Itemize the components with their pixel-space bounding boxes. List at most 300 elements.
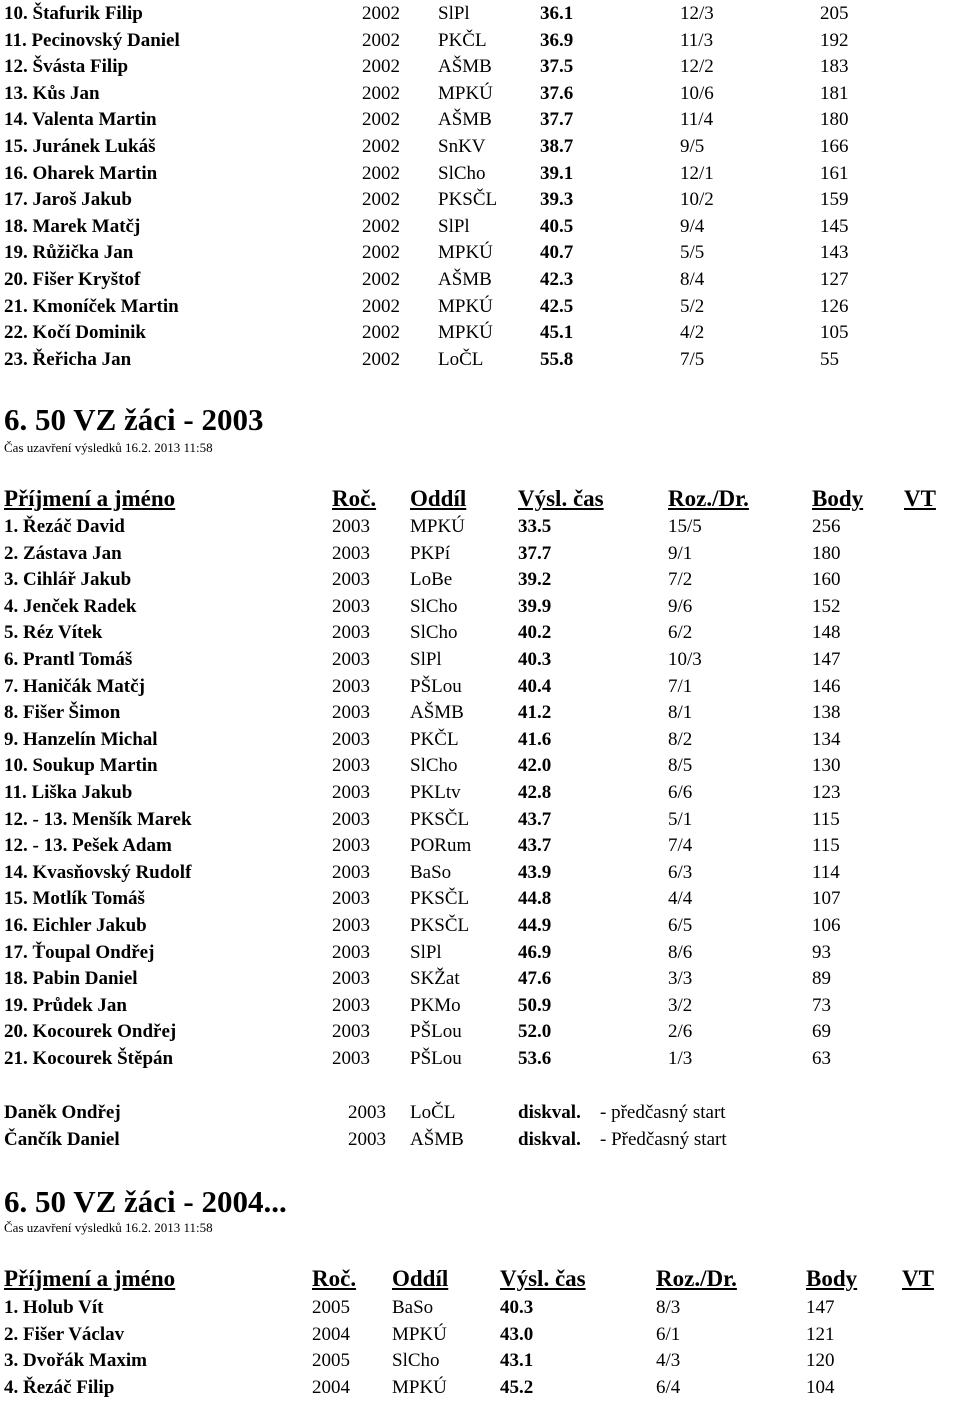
competitor-name: 2. Zástava Jan (4, 542, 122, 564)
heat-lane: 12/3 (680, 3, 714, 24)
header-name: Příjmení a jméno (4, 486, 176, 511)
club-code: SlPl (438, 215, 470, 237)
birth-year: 2003 (332, 835, 370, 857)
club-code: SKŽat (410, 968, 460, 990)
section-title-2004: 6. 50 VZ žáci - 2004... (4, 1184, 287, 1219)
heat-lane: 5/5 (680, 242, 705, 264)
points: 126 (820, 295, 849, 317)
points: 123 (812, 782, 841, 803)
club-code: SlCho (410, 595, 458, 617)
table-row (0, 620, 960, 646)
competitor-name: 12. Švásta Filip (4, 56, 129, 78)
points: 180 (820, 109, 849, 131)
points: 256 (812, 516, 841, 537)
header-year: Roč. (332, 486, 377, 511)
result-time: 39.2 (518, 569, 552, 591)
competitor-name: 7. Haničák Matčj (4, 675, 145, 697)
result-time: 41.2 (518, 702, 552, 724)
birth-year: 2002 (362, 3, 400, 24)
table-row (0, 1322, 960, 1348)
club-code: PKMo (410, 994, 461, 1016)
result-time: 40.2 (518, 622, 552, 644)
result-time: 40.5 (540, 215, 574, 237)
competitor-name: 23. Řeřicha Jan (4, 348, 132, 370)
header-rd: Roz./Dr. (656, 1266, 737, 1291)
header-name: Příjmení a jméno (4, 1266, 176, 1291)
club-code: SlCho (410, 622, 458, 644)
competitor-name: 22. Kočí Dominik (4, 322, 146, 344)
competitor-name: 18. Marek Matčj (4, 215, 141, 237)
table-row (0, 1127, 960, 1153)
table-row (0, 1, 960, 27)
points: 93 (812, 941, 831, 963)
header-points: Body (806, 1266, 858, 1291)
birth-year: 2003 (348, 1102, 386, 1123)
table-row (0, 727, 960, 753)
note: - Předčasný start (600, 1128, 727, 1150)
birth-year: 2003 (332, 702, 370, 724)
table-row (0, 1295, 960, 1321)
header-points: Body (812, 486, 864, 511)
competitor-name: 21. Kocourek Štěpán (4, 1048, 174, 1069)
result-time: 40.4 (518, 675, 552, 697)
competitor-name: 19. Průdek Jan (4, 994, 127, 1016)
club-code: SlCho (438, 162, 486, 184)
table-row (0, 347, 960, 373)
points: 181 (820, 82, 849, 104)
birth-year: 2004 (312, 1323, 350, 1345)
table-row (0, 240, 960, 266)
table-row (0, 1375, 960, 1401)
heat-lane: 1/3 (668, 1048, 693, 1069)
table-row (0, 567, 960, 593)
results-closed-time: Čas uzavření výsledků 16.2. 2013 11:58 (4, 440, 213, 455)
birth-year: 2003 (332, 994, 370, 1016)
competitor-name: 16. Oharek Martin (4, 162, 158, 184)
result-time: 45.1 (540, 322, 574, 344)
birth-year: 2003 (332, 941, 370, 963)
competitor-name: 19. Růžička Jan (4, 242, 134, 264)
club-code: PŠLou (410, 1021, 462, 1043)
competitor-name: 9. Hanzelín Michal (4, 728, 158, 750)
result-time: 42.0 (518, 755, 552, 777)
points: 147 (806, 1297, 835, 1318)
birth-year: 2003 (332, 755, 370, 777)
competitor-name: 12. - 13. Pešek Adam (4, 835, 172, 857)
club-code: AŠMB (410, 702, 464, 724)
birth-year: 2005 (312, 1350, 350, 1372)
result-time: 40.3 (518, 649, 552, 670)
competitor-name: 10. Soukup Martin (4, 755, 158, 777)
heat-lane: 8/2 (668, 728, 693, 750)
points: 148 (812, 622, 841, 644)
points: 73 (812, 994, 831, 1016)
heat-lane: 9/6 (668, 595, 693, 617)
competitor-name: 3. Cihlář Jakub (4, 569, 132, 591)
club-code: MPKÚ (438, 295, 493, 317)
competitor-name: 17. Jaroš Jakub (4, 189, 132, 211)
club-code: BaSo (392, 1297, 434, 1318)
club-code: PKSČL (410, 888, 470, 910)
club-code: LoBe (410, 569, 453, 591)
points: 159 (820, 189, 849, 211)
heat-lane: 10/6 (680, 82, 714, 104)
heat-lane: 7/1 (668, 675, 693, 697)
points: 69 (812, 1021, 831, 1043)
table-row (0, 807, 960, 833)
result-time: 43.0 (500, 1323, 534, 1345)
heat-lane: 2/6 (668, 1021, 693, 1043)
result-time: 43.1 (500, 1350, 534, 1372)
header-rd: Roz./Dr. (668, 486, 749, 511)
club-code: MPKÚ (438, 242, 493, 264)
heat-lane: 6/1 (656, 1323, 681, 1345)
points: 107 (812, 888, 841, 910)
section-title-2003: 6. 50 VZ žáci - 2003 (4, 402, 264, 437)
competitor-name: 4. Jenček Radek (4, 595, 137, 617)
birth-year: 2002 (362, 109, 400, 131)
club-code: BaSo (410, 861, 452, 883)
table-row (0, 966, 960, 992)
results-closed-time: Čas uzavření výsledků 16.2. 2013 11:58 (4, 1220, 213, 1235)
header-vt: VT (904, 486, 936, 511)
points: 115 (812, 835, 840, 857)
competitor-name: 3. Dvořák Maxim (4, 1350, 148, 1372)
club-code: PKČL (438, 29, 487, 51)
points: 205 (820, 3, 849, 24)
points: 115 (812, 808, 840, 830)
competitor-name: 20. Fišer Kryštof (4, 269, 141, 290)
competitor-name: 13. Kůs Jan (4, 82, 100, 104)
heat-lane: 6/4 (656, 1376, 681, 1398)
header-club: Oddíl (410, 486, 467, 511)
birth-year: 2002 (362, 82, 400, 104)
competitor-name: 2. Fišer Václav (4, 1323, 125, 1345)
competitor-name: 1. Holub Vít (4, 1297, 104, 1318)
club-code: AŠMB (438, 109, 492, 131)
club-code: PKSČL (410, 915, 470, 936)
heat-lane: 12/1 (680, 162, 714, 184)
club-code: SnKV (438, 136, 486, 157)
result-time: 40.3 (500, 1297, 534, 1318)
competitor-name: 4. Řezáč Filip (4, 1376, 115, 1398)
result-time: 36.1 (540, 3, 574, 24)
heat-lane: 9/1 (668, 542, 693, 564)
birth-year: 2002 (362, 29, 400, 51)
table-row (0, 913, 960, 939)
table-row (0, 940, 960, 966)
result-time: 39.1 (540, 162, 574, 184)
birth-year: 2002 (362, 56, 400, 78)
heat-lane: 7/5 (680, 348, 705, 370)
table-row (0, 134, 960, 160)
birth-year: 2004 (312, 1376, 350, 1398)
competitor-name: 10. Štafurik Filip (4, 3, 143, 24)
club-code: AŠMB (410, 1128, 464, 1150)
table-row (0, 541, 960, 567)
table-row (0, 647, 960, 673)
points: 138 (812, 702, 841, 724)
birth-year: 2003 (332, 542, 370, 564)
competitor-name: 15. Motlík Tomáš (4, 888, 145, 910)
header-time: Výsl. čas (500, 1266, 586, 1291)
heat-lane: 8/4 (680, 269, 705, 290)
club-code: SlPl (438, 3, 470, 24)
heat-lane: 12/2 (680, 56, 714, 78)
result-time: 50.9 (518, 994, 552, 1016)
status: diskval. (518, 1128, 581, 1150)
table-row (0, 214, 960, 240)
result-time: 43.7 (518, 808, 552, 830)
heat-lane: 15/5 (668, 516, 702, 537)
club-code: PKSČL (410, 808, 470, 830)
birth-year: 2002 (362, 242, 400, 264)
points: 143 (820, 242, 849, 264)
result-time: 33.5 (518, 516, 552, 537)
birth-year: 2002 (362, 215, 400, 237)
note: - předčasný start (600, 1102, 726, 1123)
birth-year: 2002 (362, 322, 400, 344)
result-time: 52.0 (518, 1021, 552, 1043)
club-code: MPKÚ (392, 1323, 447, 1345)
birth-year: 2003 (332, 1021, 370, 1043)
result-time: 41.6 (518, 728, 552, 750)
heat-lane: 3/3 (668, 968, 693, 990)
club-code: SlPl (410, 941, 442, 963)
table-row (0, 674, 960, 700)
table-row (0, 1019, 960, 1045)
heat-lane: 5/2 (680, 295, 705, 317)
table-row (0, 1348, 960, 1374)
competitor-name: 6. Prantl Tomáš (4, 649, 133, 670)
header-year: Roč. (312, 1266, 357, 1291)
club-code: PKPí (410, 542, 451, 564)
heat-lane: 8/3 (656, 1297, 681, 1318)
club-code: LoČL (410, 1102, 456, 1123)
heat-lane: 10/2 (680, 189, 714, 211)
result-time: 55.8 (540, 348, 574, 370)
points: 147 (812, 649, 841, 670)
heat-lane: 6/3 (668, 861, 693, 883)
birth-year: 2002 (362, 162, 400, 184)
heat-lane: 8/6 (668, 941, 693, 963)
birth-year: 2003 (332, 968, 370, 990)
result-time: 37.7 (518, 542, 552, 564)
heat-lane: 4/4 (668, 888, 693, 910)
header-time: Výsl. čas (518, 486, 604, 511)
result-time: 39.3 (540, 189, 574, 211)
result-time: 38.7 (540, 136, 574, 157)
birth-year: 2003 (332, 808, 370, 830)
result-time: 45.2 (500, 1376, 534, 1398)
table-row (0, 700, 960, 726)
table-row (0, 886, 960, 912)
birth-year: 2002 (362, 269, 400, 290)
table-header (0, 484, 960, 514)
points: 192 (820, 29, 849, 51)
birth-year: 2003 (332, 569, 370, 591)
result-time: 53.6 (518, 1048, 552, 1069)
result-time: 37.7 (540, 109, 574, 131)
table-row (0, 594, 960, 620)
club-code: PKSČL (438, 189, 498, 211)
points: 145 (820, 215, 849, 237)
table-row (0, 1046, 960, 1072)
result-time: 42.8 (518, 782, 552, 803)
table-row (0, 320, 960, 346)
competitor-name: Čančík Daniel (4, 1128, 120, 1150)
heat-lane: 4/2 (680, 322, 705, 344)
table-row (0, 54, 960, 80)
points: 152 (812, 595, 841, 617)
table-row (0, 81, 960, 107)
heat-lane: 6/5 (668, 915, 693, 936)
club-code: PŠLou (410, 1048, 462, 1069)
competitor-name: 20. Kocourek Ondřej (4, 1021, 177, 1043)
table-row (0, 187, 960, 213)
birth-year: 2002 (362, 295, 400, 317)
birth-year: 2003 (332, 782, 370, 803)
birth-year: 2003 (332, 915, 370, 936)
competitor-name: 18. Pabin Daniel (4, 968, 138, 990)
heat-lane: 6/2 (668, 622, 693, 644)
competitor-name: 21. Kmoníček Martin (4, 295, 179, 317)
heat-lane: 9/5 (680, 136, 705, 157)
competitor-name: 14. Valenta Martin (4, 109, 157, 131)
result-time: 40.7 (540, 242, 574, 264)
points: 114 (812, 861, 840, 883)
birth-year: 2005 (312, 1297, 350, 1318)
points: 89 (812, 968, 831, 990)
result-time: 46.9 (518, 941, 552, 963)
birth-year: 2003 (332, 728, 370, 750)
result-time: 37.6 (540, 82, 574, 104)
competitor-name: 17. Ťoupal Ondřej (4, 941, 155, 963)
points: 121 (806, 1323, 835, 1345)
club-code: LoČL (438, 348, 484, 370)
points: 104 (806, 1376, 835, 1398)
points: 105 (820, 322, 849, 344)
table-row (0, 28, 960, 54)
points: 55 (820, 348, 839, 370)
header-vt: VT (902, 1266, 934, 1291)
birth-year: 2003 (332, 595, 370, 617)
result-time: 44.8 (518, 888, 552, 910)
table-row (0, 107, 960, 133)
competitor-name: 16. Eichler Jakub (4, 915, 147, 936)
club-code: PŠLou (410, 675, 462, 697)
points: 160 (812, 569, 841, 591)
table-row (0, 1100, 960, 1126)
points: 166 (820, 136, 849, 157)
competitor-name: Daněk Ondřej (4, 1102, 121, 1123)
points: 134 (812, 728, 841, 750)
competitor-name: 15. Juránek Lukáš (4, 136, 156, 157)
club-code: MPKÚ (392, 1376, 447, 1398)
club-code: SlCho (410, 755, 458, 777)
table-row (0, 514, 960, 540)
table-header (0, 1264, 960, 1294)
club-code: MPKÚ (410, 516, 465, 537)
club-code: PKLtv (410, 782, 461, 803)
birth-year: 2003 (332, 1048, 370, 1069)
birth-year: 2002 (362, 348, 400, 370)
heat-lane: 10/3 (668, 649, 702, 670)
table-row (0, 753, 960, 779)
heat-lane: 3/2 (668, 994, 693, 1016)
result-time: 39.9 (518, 595, 552, 617)
points: 146 (812, 675, 841, 697)
heat-lane: 4/3 (656, 1350, 681, 1372)
table-row (0, 267, 960, 293)
points: 127 (820, 269, 849, 290)
birth-year: 2003 (332, 622, 370, 644)
club-code: SlPl (410, 649, 442, 670)
points: 120 (806, 1350, 835, 1372)
heat-lane: 7/4 (668, 835, 693, 857)
club-code: AŠMB (438, 56, 492, 78)
competitor-name: 5. Réz Vítek (4, 622, 103, 644)
club-code: MPKÚ (438, 82, 493, 104)
heat-lane: 5/1 (668, 808, 693, 830)
birth-year: 2003 (332, 675, 370, 697)
club-code: MPKÚ (438, 322, 493, 344)
heat-lane: 7/2 (668, 569, 693, 591)
result-time: 47.6 (518, 968, 552, 990)
points: 130 (812, 755, 841, 777)
competitor-name: 11. Pecinovský Daniel (4, 29, 180, 51)
points: 106 (812, 915, 841, 936)
club-code: SlCho (392, 1350, 440, 1372)
status: diskval. (518, 1102, 581, 1123)
result-time: 44.9 (518, 915, 552, 936)
table-row (0, 993, 960, 1019)
table-row (0, 860, 960, 886)
result-time: 37.5 (540, 56, 574, 78)
competitor-name: 1. Řezáč David (4, 516, 125, 537)
result-time: 43.7 (518, 835, 552, 857)
table-row (0, 780, 960, 806)
birth-year: 2003 (332, 888, 370, 910)
points: 180 (812, 542, 841, 564)
header-club: Oddíl (392, 1266, 449, 1291)
birth-year: 2003 (332, 649, 370, 670)
result-time: 36.9 (540, 29, 574, 51)
birth-year: 2003 (332, 516, 370, 537)
birth-year: 2003 (332, 861, 370, 883)
heat-lane: 11/3 (680, 29, 714, 51)
result-time: 43.9 (518, 861, 552, 883)
result-time: 42.3 (540, 269, 574, 290)
birth-year: 2003 (348, 1128, 386, 1150)
birth-year: 2002 (362, 189, 400, 211)
table-row (0, 833, 960, 859)
club-code: PORum (410, 835, 472, 857)
birth-year: 2002 (362, 136, 400, 157)
heat-lane: 6/6 (668, 782, 693, 803)
competitor-name: 11. Liška Jakub (4, 782, 133, 803)
points: 63 (812, 1048, 831, 1069)
result-time: 42.5 (540, 295, 574, 317)
heat-lane: 8/5 (668, 755, 693, 777)
club-code: PKČL (410, 728, 459, 750)
heat-lane: 9/4 (680, 215, 705, 237)
competitor-name: 8. Fišer Šimon (4, 702, 121, 724)
table-row (0, 294, 960, 320)
competitor-name: 12. - 13. Menšík Marek (4, 808, 192, 830)
heat-lane: 11/4 (680, 109, 714, 131)
points: 161 (820, 162, 849, 184)
